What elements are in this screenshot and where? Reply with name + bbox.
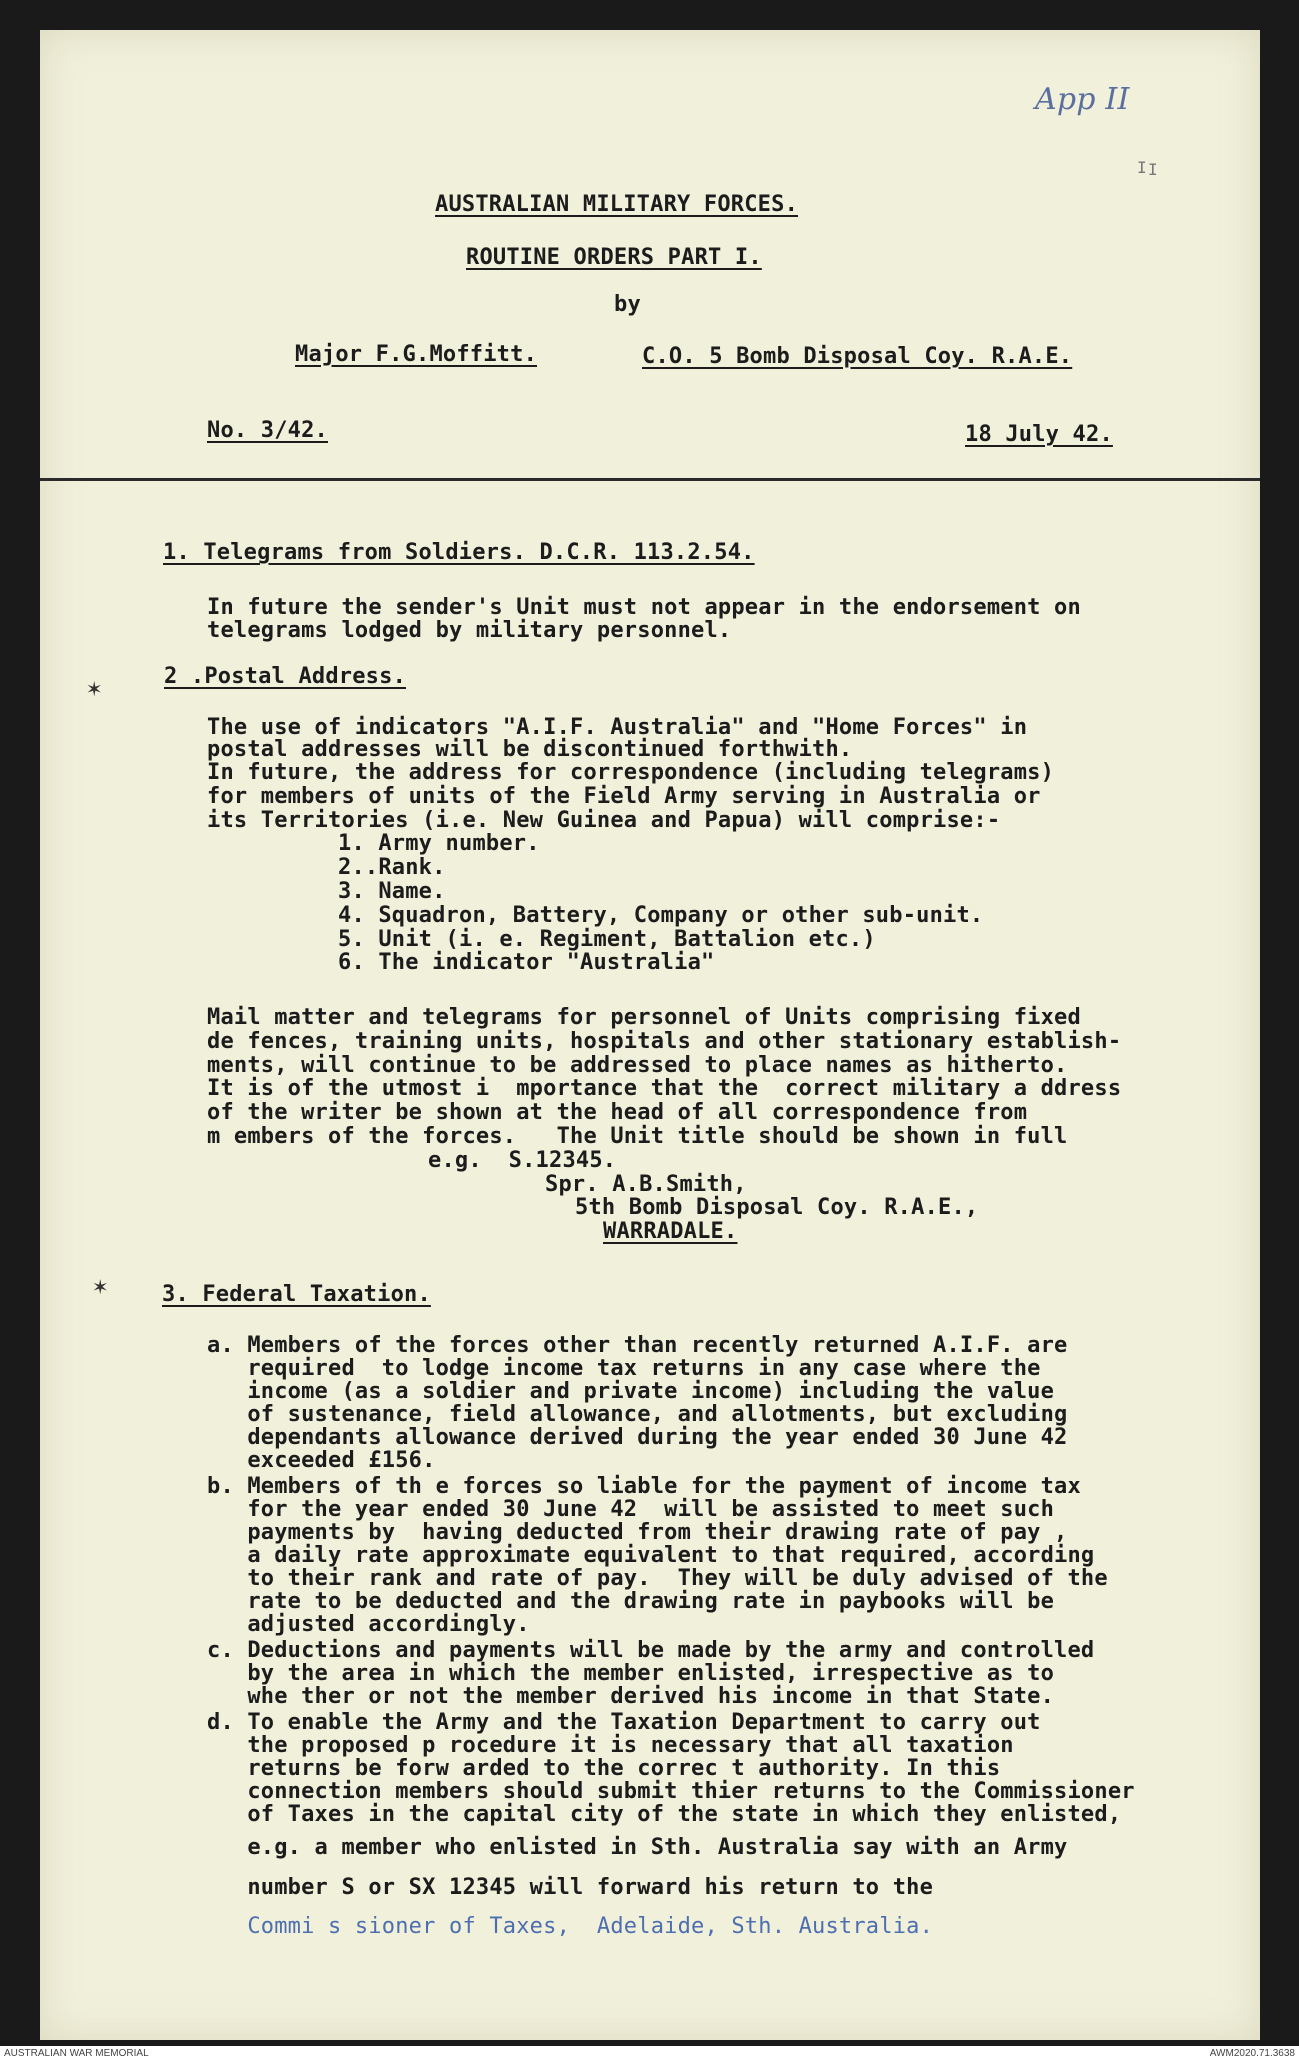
tax-item-d: e.g. a member who enlisted in Sth. Australia say with an Army	[207, 1835, 1068, 1860]
footer-institution: AUSTRALIAN WAR MEMORIAL	[4, 2048, 149, 2059]
address-example: Spr. A.B.Smith,	[545, 1172, 747, 1197]
section-2-intro: its Territories (i.e. New Guinea and Papua) will comprise:-	[207, 808, 1001, 833]
section-2-paragraph: of the writer be shown at the head of all correspondence from	[207, 1100, 1028, 1125]
address-example: e.g. S.12345.	[428, 1148, 617, 1173]
address-list-item: 1. Army number.	[338, 831, 540, 856]
section-3-heading: 3. Federal Taxation.	[162, 1282, 431, 1307]
section-2-paragraph: It is of the utmost i mportance that the correct military a ddress	[207, 1076, 1122, 1101]
section-2-paragraph: Mail matter and telegrams for personnel of Units comprising fixed	[207, 1005, 1081, 1030]
tax-item-c: by the area in which the member enlisted, irrespective as to	[207, 1661, 1055, 1686]
section-2-heading: 2 .Postal Address.	[164, 664, 407, 689]
order-date: 18 July 42.	[965, 422, 1113, 447]
tax-item-d: number S or SX 12345 will forward his return to the	[207, 1875, 934, 1900]
page-mark: I	[1137, 158, 1147, 177]
margin-mark: ✶	[93, 1272, 108, 1300]
tax-item-d: the proposed p rocedure it is necessary that all taxation	[207, 1733, 1014, 1758]
address-list-item: 6. The indicator "Australia"	[338, 950, 715, 975]
archive-footer	[0, 2046, 1299, 2061]
footer-accession-number: AWM2020.71.3638	[1209, 2048, 1295, 2059]
tax-item-b: a daily rate approximate equivalent to that required, according	[207, 1543, 1095, 1568]
officer-name: Major F.G.Moffitt.	[295, 342, 538, 367]
section-2-paragraph: ments, will continue to be addressed to place names as hitherto.	[207, 1053, 1068, 1078]
address-example: WARRADALE.	[603, 1219, 738, 1244]
section-2-intro: The use of indicators "A.I.F. Australia" and "Home Forces" in	[207, 715, 1028, 740]
tax-item-b: to their rank and rate of pay. They will be duly advised of the	[207, 1566, 1108, 1591]
margin-mark: ✶	[87, 674, 102, 702]
tax-item-b: payments by having deducted from their drawing rate of pay ,	[207, 1520, 1068, 1545]
tax-item-a: a. Members of the forces other than recently returned A.I.F. are	[207, 1333, 1068, 1358]
tax-item-b: adjusted accordingly.	[207, 1612, 530, 1637]
section-1-heading: 1. Telegrams from Soldiers. D.C.R. 113.2.54.	[163, 540, 755, 565]
address-list-item: 2..Rank.	[338, 855, 446, 880]
section-2-intro: In future, the address for correspondence (including telegrams)	[207, 760, 1055, 785]
tax-item-d: Commi s sioner of Taxes, Adelaide, Sth. Australia.	[207, 1914, 934, 1939]
section-2-intro: for members of units of the Field Army serving in Australia or	[207, 784, 1041, 809]
tax-item-a: required to lodge income tax returns in any case where the	[207, 1356, 1041, 1381]
tax-item-d: connection members should submit thier returns to the Commissioner	[207, 1779, 1135, 1804]
tax-item-a: income (as a soldier and private income) including the value	[207, 1379, 1055, 1404]
document-title: ROUTINE ORDERS PART I.	[466, 245, 762, 270]
header-divider	[40, 478, 1260, 481]
by-line: by	[614, 292, 641, 317]
address-list-item: 5. Unit (i. e. Regiment, Battalion etc.)	[338, 927, 876, 952]
section-2-paragraph: de fences, training units, hospitals and other stationary establish-	[207, 1029, 1122, 1054]
handwritten-annotation: App II	[1035, 82, 1130, 117]
address-example: 5th Bomb Disposal Coy. R.A.E.,	[575, 1195, 979, 1220]
tax-item-d: d. To enable the Army and the Taxation Department to carry out	[207, 1710, 1041, 1735]
organization-heading: AUSTRALIAN MILITARY FORCES.	[435, 192, 799, 217]
section-2-intro: postal addresses will be discontinued forthwith.	[207, 737, 853, 762]
page-mark: I	[1148, 160, 1158, 179]
section-1-line: telegrams lodged by military personnel.	[207, 618, 732, 643]
section-2-paragraph: m embers of the forces. The Unit title should be shown in full	[207, 1124, 1068, 1149]
unit-name: C.O. 5 Bomb Disposal Coy. R.A.E.	[642, 344, 1073, 369]
tax-item-c: whe ther or not the member derived his income in that State.	[207, 1684, 1055, 1709]
order-number: No. 3/42.	[207, 418, 329, 443]
tax-item-b: rate to be deducted and the drawing rate in paybooks will be	[207, 1589, 1055, 1614]
tax-item-a: dependants allowance derived during the year ended 30 June 42	[207, 1425, 1068, 1450]
document-page	[40, 30, 1260, 2040]
address-list-item: 4. Squadron, Battery, Company or other sub-unit.	[338, 903, 984, 928]
tax-item-c: c. Deductions and payments will be made by the army and controlled	[207, 1638, 1095, 1663]
section-1-line: In future the sender's Unit must not appear in the endorsement on	[207, 595, 1081, 620]
tax-item-d: returns be forw arded to the correc t authority. In this	[207, 1756, 1001, 1781]
tax-item-d: of Taxes in the capital city of the state in which they enlisted,	[207, 1802, 1122, 1827]
tax-item-b: b. Members of th e forces so liable for the payment of income tax	[207, 1474, 1081, 1499]
tax-item-a: of sustenance, field allowance, and allotments, but excluding	[207, 1402, 1068, 1427]
tax-item-b: for the year ended 30 June 42 will be assisted to meet such	[207, 1497, 1055, 1522]
address-list-item: 3. Name.	[338, 879, 446, 904]
tax-item-a: exceeded £156.	[207, 1448, 436, 1473]
